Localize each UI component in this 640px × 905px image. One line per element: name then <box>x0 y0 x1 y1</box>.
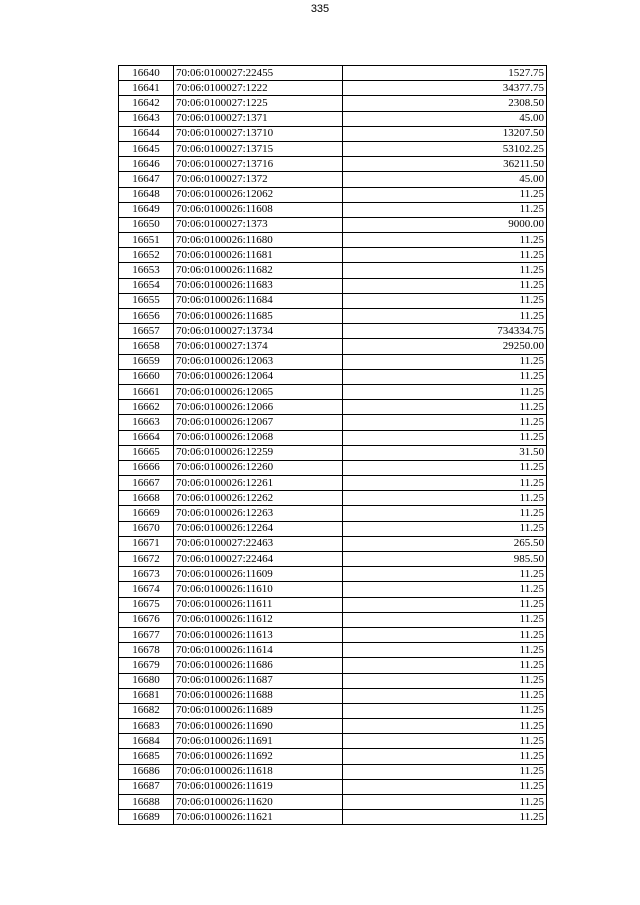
value-cell: 11.25 <box>343 430 547 445</box>
table-row <box>119 202 547 217</box>
value-cell: 11.25 <box>343 688 547 703</box>
cadastral-number-cell: 70:06:0100026:12261 <box>174 476 343 491</box>
row-number-cell: 16658 <box>119 339 174 354</box>
table-body <box>119 66 547 825</box>
row-number-cell: 16653 <box>119 263 174 278</box>
table-row <box>119 66 547 81</box>
value-cell: 45.00 <box>343 172 547 187</box>
table-row <box>119 658 547 673</box>
cadastral-number-cell: 70:06:0100027:1374 <box>174 339 343 354</box>
cadastral-number-cell: 70:06:0100026:11610 <box>174 582 343 597</box>
value-cell: 985.50 <box>343 552 547 567</box>
table-row <box>119 157 547 172</box>
value-cell: 11.25 <box>343 369 547 384</box>
table-row <box>119 324 547 339</box>
cadastral-number-cell: 70:06:0100026:11618 <box>174 764 343 779</box>
table-row <box>119 521 547 536</box>
row-number-cell: 16664 <box>119 430 174 445</box>
value-cell: 11.25 <box>343 187 547 202</box>
value-cell: 1527.75 <box>343 66 547 81</box>
value-cell: 9000.00 <box>343 217 547 232</box>
cadastral-number-cell: 70:06:0100027:1372 <box>174 172 343 187</box>
value-cell: 11.25 <box>343 582 547 597</box>
value-cell: 11.25 <box>343 612 547 627</box>
value-cell: 31.50 <box>343 445 547 460</box>
row-number-cell: 16652 <box>119 248 174 263</box>
table-row <box>119 126 547 141</box>
cadastral-number-cell: 70:06:0100026:12063 <box>174 354 343 369</box>
value-cell: 11.25 <box>343 248 547 263</box>
row-number-cell: 16662 <box>119 400 174 415</box>
table-row <box>119 536 547 551</box>
value-cell: 11.25 <box>343 415 547 430</box>
value-cell: 11.25 <box>343 263 547 278</box>
table-row <box>119 703 547 718</box>
table-row <box>119 567 547 582</box>
table-row <box>119 552 547 567</box>
table-row <box>119 141 547 156</box>
row-number-cell: 16644 <box>119 126 174 141</box>
value-cell: 11.25 <box>343 506 547 521</box>
cadastral-number-cell: 70:06:0100027:1373 <box>174 217 343 232</box>
row-number-cell: 16687 <box>119 779 174 794</box>
row-number-cell: 16680 <box>119 673 174 688</box>
cadastral-number-cell: 70:06:0100027:13716 <box>174 157 343 172</box>
row-number-cell: 16688 <box>119 795 174 810</box>
value-cell: 2308.50 <box>343 96 547 111</box>
value-cell: 34377.75 <box>343 81 547 96</box>
cadastral-number-cell: 70:06:0100026:11692 <box>174 749 343 764</box>
value-cell: 29250.00 <box>343 339 547 354</box>
row-number-cell: 16683 <box>119 719 174 734</box>
cadastral-number-cell: 70:06:0100026:12066 <box>174 400 343 415</box>
value-cell: 11.25 <box>343 278 547 293</box>
table-row <box>119 491 547 506</box>
row-number-cell: 16689 <box>119 810 174 825</box>
cadastral-number-cell: 70:06:0100026:11691 <box>174 734 343 749</box>
row-number-cell: 16670 <box>119 521 174 536</box>
cadastral-number-cell: 70:06:0100026:12263 <box>174 506 343 521</box>
cadastral-number-cell: 70:06:0100027:22463 <box>174 536 343 551</box>
table-row <box>119 460 547 475</box>
cadastral-number-cell: 70:06:0100026:11621 <box>174 810 343 825</box>
row-number-cell: 16650 <box>119 217 174 232</box>
value-cell: 45.00 <box>343 111 547 126</box>
value-cell: 11.25 <box>343 749 547 764</box>
table-row <box>119 354 547 369</box>
cadastral-number-cell: 70:06:0100026:11612 <box>174 612 343 627</box>
cadastral-number-cell: 70:06:0100026:11686 <box>174 658 343 673</box>
cadastral-number-cell: 70:06:0100026:11687 <box>174 673 343 688</box>
table-row <box>119 96 547 111</box>
cadastral-number-cell: 70:06:0100027:22464 <box>174 552 343 567</box>
value-cell: 11.25 <box>343 673 547 688</box>
value-cell: 11.25 <box>343 567 547 582</box>
cadastral-number-cell: 70:06:0100026:11613 <box>174 627 343 642</box>
row-number-cell: 16686 <box>119 764 174 779</box>
cadastral-number-cell: 70:06:0100026:12068 <box>174 430 343 445</box>
value-cell: 11.25 <box>343 233 547 248</box>
row-number-cell: 16669 <box>119 506 174 521</box>
table-row <box>119 111 547 126</box>
cadastral-number-cell: 70:06:0100026:12264 <box>174 521 343 536</box>
row-number-cell: 16675 <box>119 597 174 612</box>
cadastral-number-cell: 70:06:0100026:11683 <box>174 278 343 293</box>
table-row <box>119 582 547 597</box>
value-cell: 11.25 <box>343 734 547 749</box>
value-cell: 11.25 <box>343 384 547 399</box>
row-number-cell: 16648 <box>119 187 174 202</box>
row-number-cell: 16647 <box>119 172 174 187</box>
table-row <box>119 795 547 810</box>
row-number-cell: 16646 <box>119 157 174 172</box>
row-number-cell: 16642 <box>119 96 174 111</box>
table-row <box>119 673 547 688</box>
row-number-cell: 16663 <box>119 415 174 430</box>
row-number-cell: 16672 <box>119 552 174 567</box>
cadastral-number-cell: 70:06:0100027:1222 <box>174 81 343 96</box>
row-number-cell: 16656 <box>119 309 174 324</box>
table-row <box>119 248 547 263</box>
value-cell: 11.25 <box>343 460 547 475</box>
table-row <box>119 612 547 627</box>
value-cell: 11.25 <box>343 703 547 718</box>
table-row <box>119 384 547 399</box>
table-row <box>119 445 547 460</box>
value-cell: 11.25 <box>343 779 547 794</box>
row-number-cell: 16655 <box>119 293 174 308</box>
cadastral-number-cell: 70:06:0100026:11620 <box>174 795 343 810</box>
value-cell: 11.25 <box>343 643 547 658</box>
row-number-cell: 16651 <box>119 233 174 248</box>
row-number-cell: 16640 <box>119 66 174 81</box>
table-row <box>119 764 547 779</box>
table-row <box>119 597 547 612</box>
table-row <box>119 810 547 825</box>
cadastral-number-cell: 70:06:0100026:11681 <box>174 248 343 263</box>
row-number-cell: 16681 <box>119 688 174 703</box>
row-number-cell: 16676 <box>119 612 174 627</box>
row-number-cell: 16666 <box>119 460 174 475</box>
table-row <box>119 217 547 232</box>
row-number-cell: 16657 <box>119 324 174 339</box>
table-row <box>119 734 547 749</box>
table-row <box>119 476 547 491</box>
cadastral-number-cell: 70:06:0100026:12067 <box>174 415 343 430</box>
row-number-cell: 16641 <box>119 81 174 96</box>
row-number-cell: 16643 <box>119 111 174 126</box>
cadastral-number-cell: 70:06:0100027:13715 <box>174 141 343 156</box>
value-cell: 11.25 <box>343 202 547 217</box>
table-row <box>119 172 547 187</box>
value-cell: 734334.75 <box>343 324 547 339</box>
page-number: 335 <box>310 3 330 15</box>
row-number-cell: 16673 <box>119 567 174 582</box>
table-row <box>119 779 547 794</box>
table-row <box>119 749 547 764</box>
row-number-cell: 16659 <box>119 354 174 369</box>
table-row <box>119 719 547 734</box>
value-cell: 11.25 <box>343 491 547 506</box>
cadastral-number-cell: 70:06:0100026:11619 <box>174 779 343 794</box>
value-cell: 11.25 <box>343 764 547 779</box>
value-cell: 53102.25 <box>343 141 547 156</box>
table-row <box>119 339 547 354</box>
value-cell: 11.25 <box>343 400 547 415</box>
row-number-cell: 16685 <box>119 749 174 764</box>
row-number-cell: 16645 <box>119 141 174 156</box>
table-row <box>119 688 547 703</box>
value-cell: 36211.50 <box>343 157 547 172</box>
table-row <box>119 278 547 293</box>
table-row <box>119 309 547 324</box>
row-number-cell: 16674 <box>119 582 174 597</box>
cadastral-number-cell: 70:06:0100026:12260 <box>174 460 343 475</box>
value-cell: 11.25 <box>343 521 547 536</box>
value-cell: 11.25 <box>343 627 547 642</box>
cadastral-number-cell: 70:06:0100026:11684 <box>174 293 343 308</box>
value-cell: 265.50 <box>343 536 547 551</box>
cadastral-number-cell: 70:06:0100026:11690 <box>174 719 343 734</box>
cadastral-number-cell: 70:06:0100027:13734 <box>174 324 343 339</box>
cadastral-number-cell: 70:06:0100027:22455 <box>174 66 343 81</box>
cadastral-number-cell: 70:06:0100027:1371 <box>174 111 343 126</box>
value-cell: 11.25 <box>343 658 547 673</box>
table-row <box>119 369 547 384</box>
row-number-cell: 16677 <box>119 627 174 642</box>
row-number-cell: 16668 <box>119 491 174 506</box>
table-row <box>119 187 547 202</box>
table-row <box>119 233 547 248</box>
value-cell: 11.25 <box>343 810 547 825</box>
row-number-cell: 16682 <box>119 703 174 718</box>
cadastral-number-cell: 70:06:0100027:13710 <box>174 126 343 141</box>
cadastral-number-cell: 70:06:0100026:11608 <box>174 202 343 217</box>
table-row <box>119 263 547 278</box>
cadastral-number-cell: 70:06:0100026:12259 <box>174 445 343 460</box>
table-row <box>119 627 547 642</box>
row-number-cell: 16661 <box>119 384 174 399</box>
table-row <box>119 400 547 415</box>
table-row <box>119 506 547 521</box>
row-number-cell: 16667 <box>119 476 174 491</box>
row-number-cell: 16665 <box>119 445 174 460</box>
cadastral-number-cell: 70:06:0100026:11680 <box>174 233 343 248</box>
table-row <box>119 430 547 445</box>
value-cell: 11.25 <box>343 309 547 324</box>
cadastral-number-cell: 70:06:0100027:1225 <box>174 96 343 111</box>
value-cell: 11.25 <box>343 597 547 612</box>
cadastral-number-cell: 70:06:0100026:11682 <box>174 263 343 278</box>
cadastral-number-cell: 70:06:0100026:11609 <box>174 567 343 582</box>
cadastral-number-cell: 70:06:0100026:12062 <box>174 187 343 202</box>
cadastral-number-cell: 70:06:0100026:11689 <box>174 703 343 718</box>
cadastral-number-cell: 70:06:0100026:12262 <box>174 491 343 506</box>
row-number-cell: 16660 <box>119 369 174 384</box>
cadastral-number-cell: 70:06:0100026:11614 <box>174 643 343 658</box>
cadastral-number-cell: 70:06:0100026:11611 <box>174 597 343 612</box>
value-cell: 11.25 <box>343 476 547 491</box>
table-row <box>119 643 547 658</box>
value-cell: 11.25 <box>343 354 547 369</box>
row-number-cell: 16679 <box>119 658 174 673</box>
value-cell: 13207.50 <box>343 126 547 141</box>
cadastral-number-cell: 70:06:0100026:12064 <box>174 369 343 384</box>
cadastral-number-cell: 70:06:0100026:11688 <box>174 688 343 703</box>
cadastral-number-cell: 70:06:0100026:11685 <box>174 309 343 324</box>
table-row <box>119 293 547 308</box>
table-row <box>119 415 547 430</box>
table-row <box>119 81 547 96</box>
row-number-cell: 16678 <box>119 643 174 658</box>
row-number-cell: 16671 <box>119 536 174 551</box>
row-number-cell: 16654 <box>119 278 174 293</box>
cadastral-value-table <box>118 65 547 825</box>
value-cell: 11.25 <box>343 719 547 734</box>
value-cell: 11.25 <box>343 795 547 810</box>
value-cell: 11.25 <box>343 293 547 308</box>
row-number-cell: 16649 <box>119 202 174 217</box>
cadastral-number-cell: 70:06:0100026:12065 <box>174 384 343 399</box>
row-number-cell: 16684 <box>119 734 174 749</box>
